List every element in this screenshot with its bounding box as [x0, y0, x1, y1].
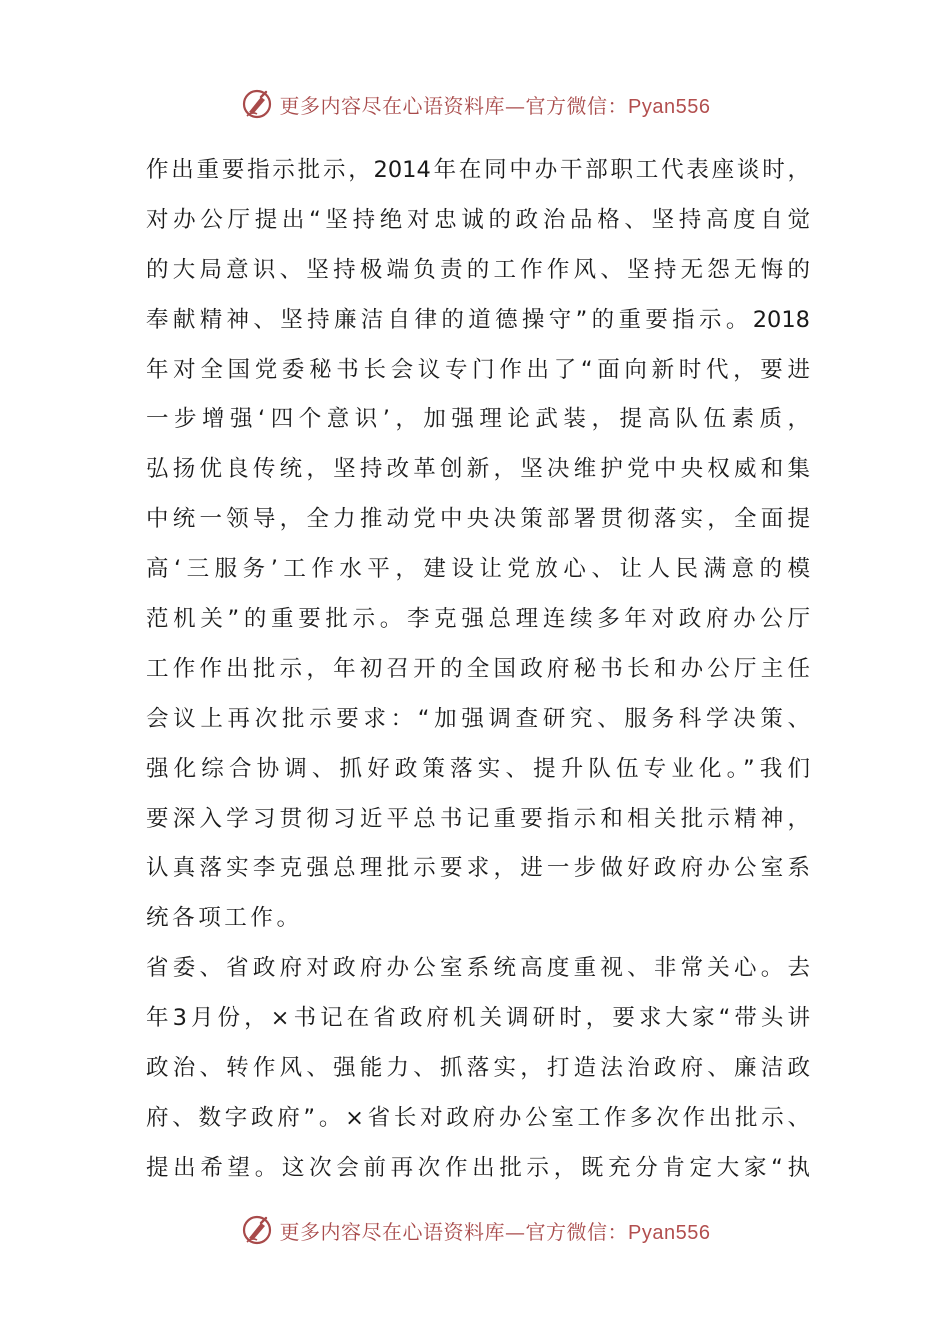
body-line: 一步增强‘四个意识’，加强理论武装，提高队伍素质， [146, 406, 810, 433]
body-line: 作出重要指示批示，2014年在同中办干部职工代表座谈时， [146, 157, 810, 183]
body-line: 省委、省政府对政府办公室系统高度重视、非常关心。去 [146, 955, 810, 982]
header-banner [0, 84, 950, 124]
body-line: 年对全国党委秘书长会议专门作出了“面向新时代，要进 [146, 356, 810, 383]
document-body [146, 146, 810, 1194]
footer-banner [0, 1210, 950, 1250]
footer-banner-text-cn: 更多内容尽在心语资料库—官方微信： [279, 1219, 629, 1244]
header-banner-text [280, 90, 711, 119]
footer-banner-text [280, 1216, 711, 1245]
header-banner-inner [240, 87, 711, 121]
body-line: 的大局意识、坚持极端负责的工作作风、坚持无怨无悔的 [146, 256, 810, 283]
body-line: 提出希望。这次会前再次作出批示，既充分肯定大家“执 [146, 1154, 810, 1181]
body-line: 奉献精神、坚持廉洁自律的道德操守”的重要指示。2018 [146, 306, 810, 333]
body-line: 范机关”的重要批示。李克强总理连续多年对政府办公厅 [146, 606, 810, 633]
pen-nib-logo-icon [240, 1213, 274, 1247]
body-line: 对办公厅提出“坚持绝对忠诚的政治品格、坚持高度自觉 [146, 206, 810, 233]
pen-nib-logo-icon [240, 87, 274, 121]
body-line: 强化综合协调、抓好政策落实、提升队伍专业化。”我们 [146, 755, 810, 782]
footer-banner-inner [240, 1213, 711, 1247]
body-line: 弘扬优良传统，坚持改革创新，坚决维护党中央权威和集 [146, 456, 810, 483]
body-line: 年3月份，×书记在省政府机关调研时，要求大家“带头讲 [146, 1005, 810, 1032]
body-line: 工作作出批示，年初召开的全国政府秘书长和办公厅主任 [146, 655, 810, 682]
header-banner-text-latin: Pyan556 [628, 95, 711, 118]
body-line: 统各项工作。 [146, 905, 303, 932]
body-line: 中统一领导，全力推动党中央决策部署贯彻落实，全面提 [146, 506, 810, 533]
body-line: 要深入学习贯彻习近平总书记重要指示和相关批示精神， [146, 805, 810, 832]
body-line: 认真落实李克强总理批示要求，进一步做好政府办公室系 [146, 855, 810, 882]
body-line: 府、数字政府”。×省长对政府办公室工作多次作出批示、 [146, 1104, 810, 1131]
footer-banner-text-latin: Pyan556 [628, 1221, 711, 1244]
header-banner-text-cn: 更多内容尽在心语资料库—官方微信： [279, 93, 629, 118]
body-line: 高‘三服务’工作水平，建设让党放心、让人民满意的模 [146, 556, 810, 583]
body-line: 政治、转作风、强能力、抓落实，打造法治政府、廉洁政 [146, 1055, 810, 1082]
body-line: 会议上再次批示要求：“加强调查研究、服务科学决策、 [146, 705, 810, 732]
